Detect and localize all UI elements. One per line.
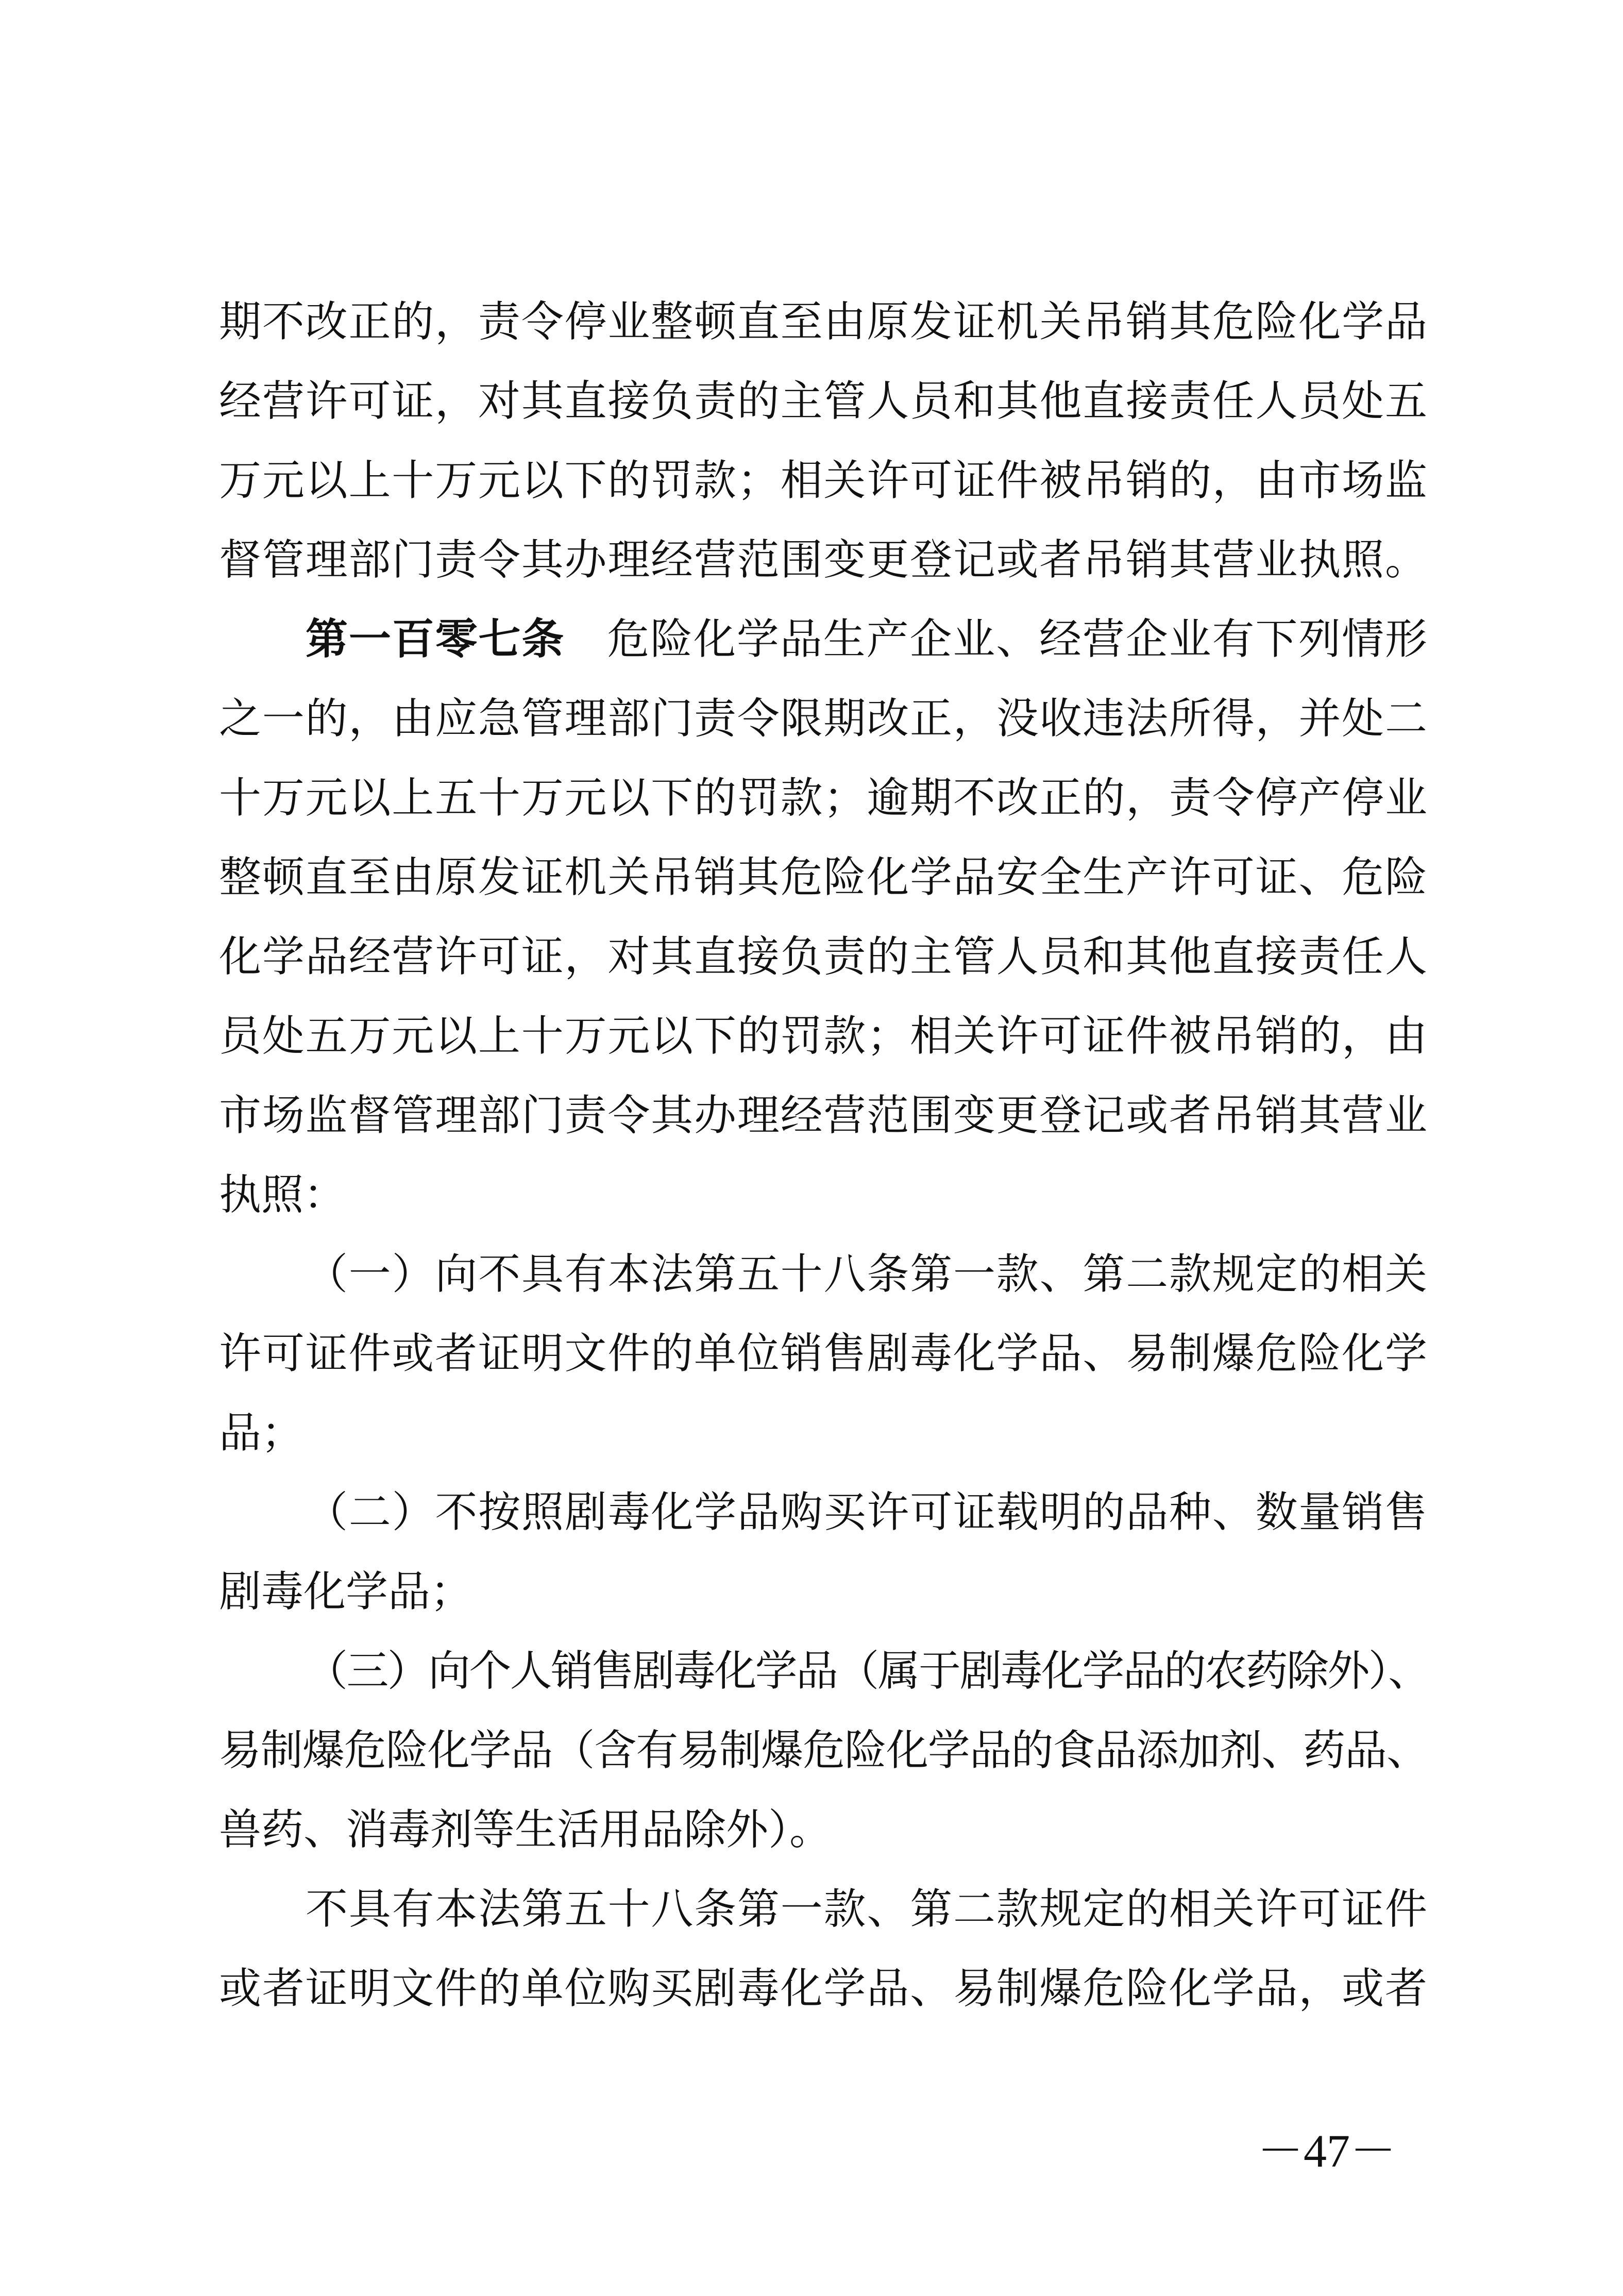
text-line: 执照： bbox=[219, 1170, 346, 1219]
text-line: 或者证明文件的单位购买剧毒化学品、易制爆危险化学品，或者 bbox=[219, 1964, 1427, 2013]
list-item-1: （一）向不具有本法第五十八条第一款、第二款规定的相关 bbox=[306, 1250, 1427, 1299]
list-item-2: （二）不按照剧毒化学品购买许可证载明的品种、数量销售 bbox=[306, 1488, 1427, 1537]
list-item-3: （三）向个人销售剧毒化学品（属于剧毒化学品的农药除外）、 bbox=[306, 1647, 1427, 1696]
text-line: 经营许可证，对其直接负责的主管人员和其他直接责任人员处五 bbox=[219, 377, 1427, 426]
text-line: 兽药、消毒剂等生活用品除外）。 bbox=[219, 1805, 832, 1854]
text-line: 品； bbox=[219, 1409, 304, 1457]
article-first-line bbox=[219, 600, 1427, 679]
page-number: －47－ bbox=[1257, 2126, 1396, 2177]
text-line: 易制爆危险化学品（含有易制爆危险化学品的食品添加剂、药品、 bbox=[219, 1726, 1427, 1775]
text-line: 化学品经营许可证，对其直接负责的主管人员和其他直接责任人 bbox=[219, 932, 1427, 981]
text-line: 期不改正的，责令停业整顿直至由原发证机关吊销其危险化学品 bbox=[219, 297, 1427, 346]
text-line: 督管理部门责令其办理经营范围变更登记或者吊销其营业执照。 bbox=[219, 535, 1427, 584]
text-line: 许可证件或者证明文件的单位销售剧毒化学品、易制爆危险化学 bbox=[219, 1329, 1427, 1378]
text-line: 剧毒化学品； bbox=[219, 1567, 473, 1616]
article-heading: 第一百零七条 bbox=[306, 615, 565, 664]
text-line: 万元以上十万元以下的罚款；相关许可证件被吊销的，由市场监 bbox=[219, 456, 1427, 505]
text-line: 员处五万元以上十万元以下的罚款；相关许可证件被吊销的，由 bbox=[219, 1012, 1427, 1061]
text-line: 整顿直至由原发证机关吊销其危险化学品安全生产许可证、危险 bbox=[219, 853, 1427, 902]
text-line: 之一的，由应急管理部门责令限期改正，没收违法所得，并处二 bbox=[219, 694, 1427, 743]
paragraph-line: 不具有本法第五十八条第一款、第二款规定的相关许可证件 bbox=[306, 1885, 1427, 1934]
text-line: 危险化学品生产企业、经营企业有下列情形 bbox=[607, 615, 1427, 664]
text-line: 十万元以上五十万元以下的罚款；逾期不改正的，责令停产停业 bbox=[219, 774, 1427, 823]
document-body bbox=[219, 282, 1427, 2029]
text-line: 市场监督管理部门责令其办理经营范围变更登记或者吊销其营业 bbox=[219, 1091, 1427, 1140]
